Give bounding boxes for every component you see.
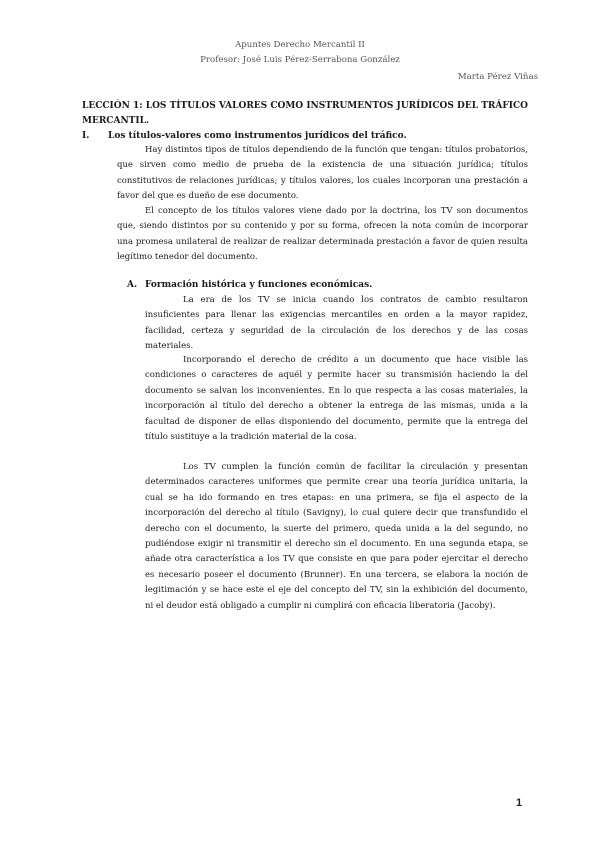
author-name: Marta Pérez Viñas (457, 72, 538, 82)
paragraph: Hay distintos tipos de títulos dependiendo de la función que tengan: títulos probatorios, que sirven como medio de prueba de la existencia de una situación jurídica; títulos constitutivos de relaciones jurídicas; y títulos valores, los cuales incorporan una prestación a favor del que es dueño de ese documento. (117, 145, 528, 202)
paragraph: Los TV cumplen la función común de facilitar la circulación y presentan determinados caracteres uniformes que permite crear una teoría jurídica unitaria, la cual se ha ido formando en tres etapas: en una primera, se fija el aspecto de la incorporación del derecho al título (Savigny), lo cual quiere decir que transfundido el derecho con el documento, la suerte del primero, queda unida a la del segundo, no pudiéndose exigir ni transmitir el derecho sin el documento. En una segunda etapa, se añade otra característica a los TV que consiste en que para poder ejercitar el derecho es necesario poseer el documento (Brunner). En una tercera, se elabora la noción de legitimación y se hace este el eje del concepto del TV, sin la exhibición del documento, ni el deudor está obligado a cumplir ni cumplirá con eficacia liberatoria (Jacoby). (145, 462, 528, 611)
subsection-title: Formación histórica y funciones económicas. (145, 280, 373, 290)
subsection-letter: A. (127, 280, 138, 290)
page-number: 1 (516, 797, 523, 809)
course-title: Apuntes Derecho Mercantil II (235, 40, 365, 50)
paragraph: El concepto de los títulos valores viene dado por la doctrina, los TV son documentos que, siendo distintos por su contenido y por su forma, ofrecen la nota común de incorporar una promesa unilateral de realizar de realizar determinada prestación a favor de quien resulta legítimo tenedor del documento. (117, 206, 528, 263)
lesson-title: LECCIÓN 1: LOS TÍTULOS VALORES COMO INSTRUMENTOS JURÍDICOS DEL TRÁFICO MERCANTIL. (82, 101, 528, 126)
section-heading (82, 129, 528, 144)
section-title: Los títulos-valores como instrumentos jurídicos del tráfico. (108, 131, 407, 141)
paragraph: Incorporando el derecho de crédito a un documento que hace visible las condiciones o caracteres de aquél y permite hacer su transmisión haciendo la del documento se salvan los inconvenientes. En lo que respecta a las cosas materiales, la incorporación al título del derecho a obtener la entrega de las mismas, unida a la facultad de disponer de ellas disponiendo del documento, permite que la entrega del título sustituye a la tradición material de la cosa. (145, 355, 528, 443)
section-number: I. (82, 131, 90, 141)
subsection-heading (127, 278, 528, 293)
professor-name: Profesor: José Luis Pérez-Serrabona González (200, 55, 400, 65)
paragraph: La era de los TV se inicia cuando los contratos de cambio resultaron insuficientes para llenar las exigencias mercantiles en orden a la mayor rapidez, facilidad, certeza y seguridad de la circulación de los derechos y de las cosas materiales. (145, 295, 528, 352)
